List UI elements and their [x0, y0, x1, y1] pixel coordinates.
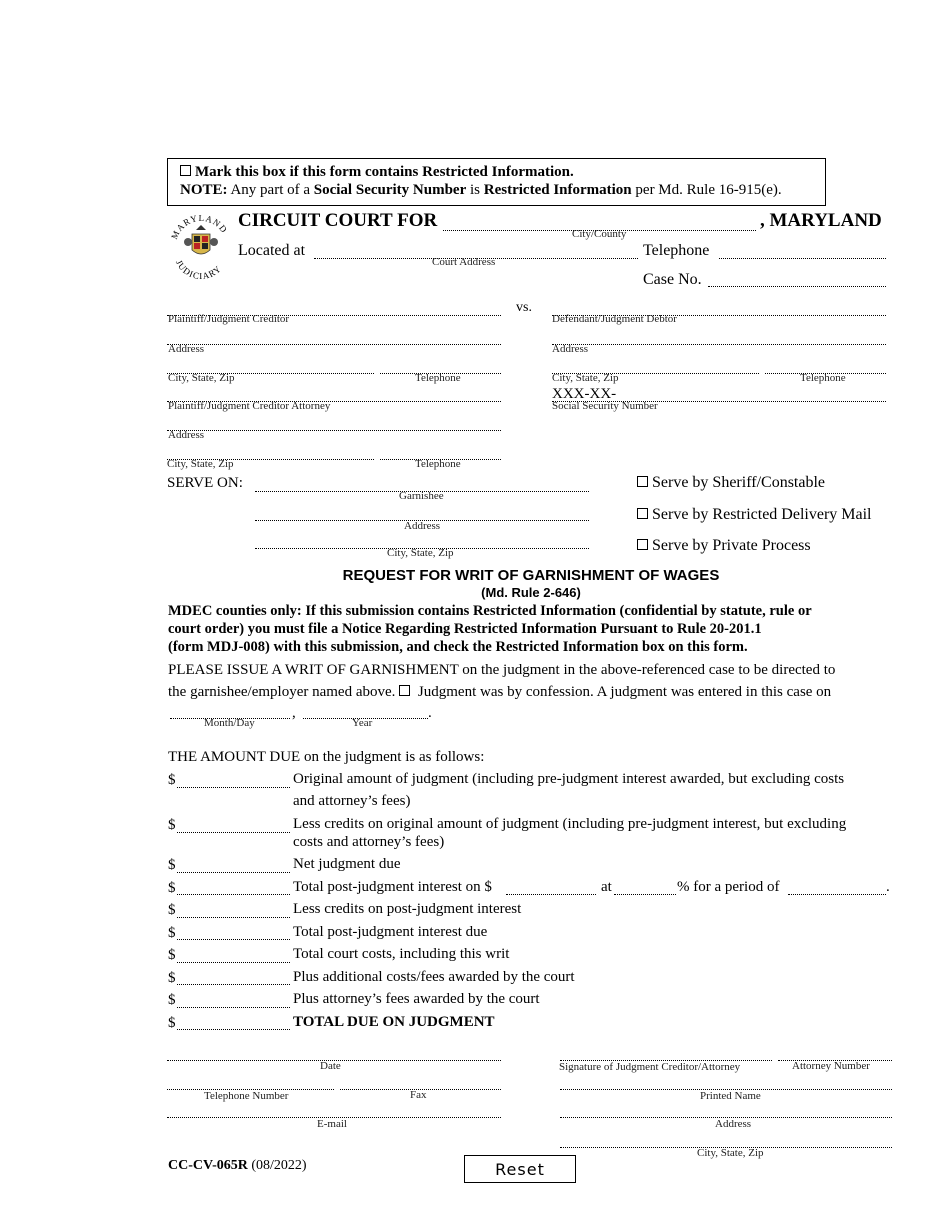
fax-field[interactable]: [340, 1073, 501, 1089]
form-title: REQUEST FOR WRIT OF GARNISHMENT OF WAGES: [342, 567, 720, 584]
located-at-label: Located at: [238, 242, 306, 259]
attorney-address-field[interactable]: [167, 414, 501, 430]
printed-name-label: Printed Name: [700, 1090, 761, 1102]
defendant-address-field[interactable]: [552, 328, 886, 344]
ssn-prefix: XXX-XX-: [552, 386, 617, 402]
confession-checkbox[interactable]: [399, 685, 410, 696]
credits-original-label-cont: costs and attorney’s fees): [293, 834, 445, 850]
vs-label: vs.: [516, 300, 532, 315]
email-field[interactable]: [167, 1101, 501, 1117]
garnishee-city-label: City, State, Zip: [387, 547, 454, 559]
garnishee-city-field[interactable]: [255, 532, 589, 548]
court-suffix: , MARYLAND: [760, 210, 882, 231]
serve-sheriff-checkbox[interactable]: [637, 476, 648, 487]
court-costs-field[interactable]: [177, 946, 290, 962]
additional-costs-label: Plus additional costs/fees awarded by the court: [293, 969, 575, 985]
restricted-info-label: Mark this box if this form contains Restricted Information.: [195, 164, 574, 180]
original-amount-label: Original amount of judgment (including pre-judgment interest awarded, but excluding costs: [293, 771, 845, 787]
signer-address-label: Address: [715, 1118, 752, 1130]
seal-top-text: MARYLAND: [169, 212, 230, 241]
restricted-info-checkbox-row[interactable]: [180, 164, 574, 181]
form-code: CC-CV-065R (08/2022): [168, 1158, 307, 1173]
maryland-judiciary-seal: [168, 208, 234, 280]
post-judgment-due-field[interactable]: [177, 923, 290, 939]
email-label: E-mail: [317, 1118, 347, 1130]
reset-button[interactable]: Reset: [464, 1155, 576, 1183]
attorney-telephone-field[interactable]: [380, 443, 501, 459]
defendant-label: Defendant/Judgment Debtor: [552, 313, 677, 325]
telephone-number-label: Telephone Number: [204, 1090, 289, 1102]
court-costs-label: Total court costs, including this writ: [293, 946, 510, 962]
defendant-telephone-field[interactable]: [765, 357, 886, 373]
attorney-fees-field[interactable]: [177, 991, 290, 1007]
ssn-field[interactable]: [620, 385, 886, 401]
serve-private-checkbox[interactable]: [637, 539, 648, 550]
plaintiff-city-field[interactable]: [167, 357, 374, 373]
fax-label: Fax: [410, 1089, 427, 1101]
request-line-2: the garnishee/employer named above. Judgment was by confession. A judgment was entered in this case on: [168, 684, 832, 700]
defendant-city-field[interactable]: [552, 357, 759, 373]
plaintiff-telephone-label: Telephone: [415, 372, 461, 384]
post-judgment-interest-field[interactable]: [177, 878, 290, 894]
attorney-fees-label: Plus attorney’s fees awarded by the court: [293, 991, 540, 1007]
court-telephone-field[interactable]: [719, 242, 886, 258]
svg-text:JUDICIARY: [174, 258, 223, 280]
case-number-field[interactable]: [708, 270, 886, 286]
serve-on-label: SERVE ON:: [167, 475, 243, 491]
interest-base-field[interactable]: [506, 878, 596, 894]
plaintiff-address-field[interactable]: [167, 328, 501, 344]
court-address-label: Court Address: [432, 256, 496, 268]
total-due-field[interactable]: [177, 1013, 290, 1029]
judgment-month-day-field[interactable]: [170, 702, 290, 718]
additional-costs-field[interactable]: [177, 968, 290, 984]
signer-city-label: City, State, Zip: [697, 1147, 764, 1159]
amount-intro: THE AMOUNT DUE on the judgment is as follows:: [168, 749, 485, 765]
month-day-label: Month/Day: [204, 717, 255, 729]
serve-private-option[interactable]: Serve by Private Process: [637, 537, 811, 555]
year-label: Year: [352, 717, 373, 729]
interest-rate-field[interactable]: [614, 878, 676, 894]
post-judgment-due-label: Total post-judgment interest due: [293, 924, 488, 940]
total-due-label: TOTAL DUE ON JUDGMENT: [293, 1014, 495, 1030]
attorney-number-label: Attorney Number: [792, 1060, 870, 1072]
credits-original-field[interactable]: [177, 816, 290, 832]
court-prefix: CIRCUIT COURT FOR: [238, 210, 438, 231]
plaintiff-label: Plaintiff/Judgment Creditor: [168, 313, 290, 325]
signature-field[interactable]: [560, 1044, 772, 1060]
city-county-label: City/County: [572, 228, 627, 240]
original-amount-field[interactable]: [177, 771, 290, 787]
post-judgment-interest-label: Total post-judgment interest on $: [293, 879, 492, 895]
mdec-line-3: (form MDJ-008) with this submission, and check the Restricted Information box on this form.: [168, 639, 748, 655]
case-no-label: Case No.: [643, 271, 702, 288]
signer-city-field[interactable]: [560, 1131, 892, 1147]
defendant-telephone-label: Telephone: [800, 372, 846, 384]
attorney-city-label: City, State, Zip: [167, 458, 234, 470]
mdec-line-2: court order) you must file a Notice Regarding Restricted Information Pursuant to Rule 20-201.1: [168, 621, 762, 637]
original-amount-label-cont: and attorney’s fees): [293, 793, 411, 809]
plaintiff-address-label: Address: [168, 343, 205, 355]
form-rule: (Md. Rule 2-646): [481, 585, 581, 600]
date-label: Date: [320, 1060, 341, 1072]
court-telephone-label: Telephone: [643, 242, 710, 259]
signer-address-field[interactable]: [560, 1101, 892, 1117]
plaintiff-attorney-label: Plaintiff/Judgment Creditor Attorney: [168, 400, 331, 412]
plaintiff-attorney-field[interactable]: [167, 385, 501, 401]
request-line-1: PLEASE ISSUE A WRIT OF GARNISHMENT on the judgment in the above-referenced case to be directed to: [168, 662, 836, 678]
net-judgment-field[interactable]: [177, 856, 290, 872]
net-judgment-label: Net judgment due: [293, 856, 401, 872]
judgment-year-field[interactable]: [303, 702, 428, 718]
mdec-line-1: MDEC counties only: If this submission contains Restricted Information (confidential by statute, rule or: [168, 603, 812, 619]
serve-mail-option[interactable]: Serve by Restricted Delivery Mail: [637, 506, 872, 524]
ssn-label: Social Security Number: [552, 400, 658, 412]
restricted-info-checkbox[interactable]: [180, 165, 191, 176]
garnishee-address-label: Address: [404, 520, 441, 532]
serve-mail-checkbox[interactable]: [637, 508, 648, 519]
defendant-address-label: Address: [552, 343, 589, 355]
serve-sheriff-option[interactable]: Serve by Sheriff/Constable: [637, 474, 825, 492]
attorney-telephone-label: Telephone: [415, 458, 461, 470]
credits-post-judgment-label: Less credits on post-judgment interest: [293, 901, 522, 917]
plaintiff-city-label: City, State, Zip: [168, 372, 235, 384]
seal-bottom-text: JUDICIARY: [173, 258, 224, 280]
plaintiff-telephone-field[interactable]: [380, 357, 501, 373]
credits-original-label: Less credits on original amount of judgment (including pre-judgment interest, but excluding: [293, 816, 847, 832]
date-field[interactable]: [167, 1044, 501, 1060]
interest-period-field[interactable]: [788, 878, 886, 894]
attorney-city-field[interactable]: [167, 443, 374, 459]
telephone-number-field[interactable]: [167, 1073, 334, 1089]
garnishee-field[interactable]: [255, 475, 589, 491]
attorney-number-field[interactable]: [778, 1044, 892, 1060]
garnishee-label: Garnishee: [399, 490, 444, 502]
printed-name-field[interactable]: [560, 1073, 892, 1089]
defendant-city-label: City, State, Zip: [552, 372, 619, 384]
ssn-note: NOTE: Any part of a Social Security Number is Restricted Information per Md. Rule 16-915(e).: [180, 182, 782, 198]
credits-post-judgment-field[interactable]: [177, 901, 290, 917]
attorney-address-label: Address: [168, 429, 205, 441]
signature-label: Signature of Judgment Creditor/Attorney: [559, 1061, 741, 1073]
garnishee-address-field[interactable]: [255, 504, 589, 520]
